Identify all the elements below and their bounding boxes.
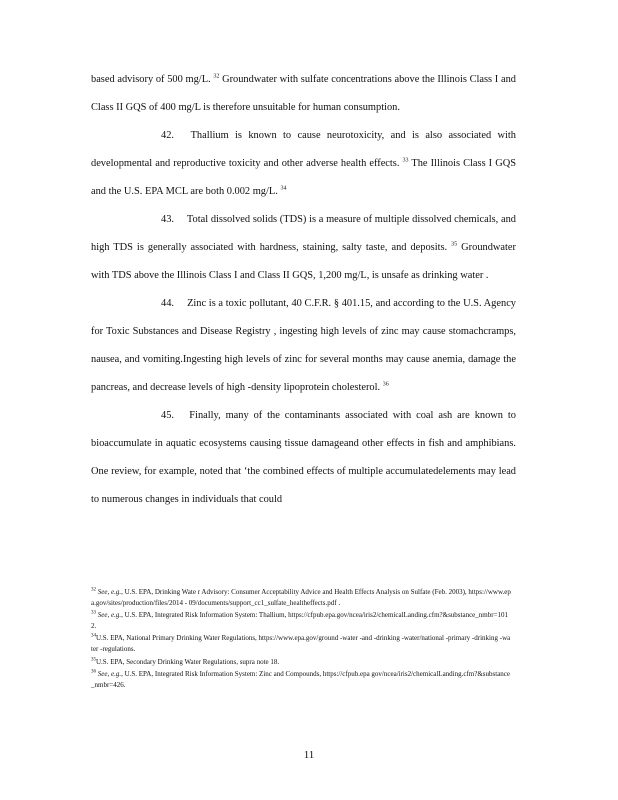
paragraph-44: 44. Zinc is a toxic pollutant, 40 C.F.R. § 401.15, and according to the U.S. Agency for Toxic Substances and Disease Registry , ingesting high levels of zinc may cause stomachcramps, nausea, and vomiting.Ingesting high levels of zinc for several months may cause anemia, damage the pancreas, and decrease levels of high -density lipoprotein cholesterol. $^{36}$ [91,298,516,393]
footnote-35: $^{35}$U.S. EPA, Secondary Drinking Water Regulations, supra note 18. [91,657,280,666]
footnote-33: $^{33}$ See, e.g., U.S. EPA, Integrated Risk Information System: Thallium, https://cfpub.epa.gov/ncea/iris2/chemicalLanding.cfm?&substance_nmbr=1012. [91,610,509,630]
paragraph-45: 45. Finally, many of the contaminants associated with coal ash are known to bioaccumulate in aquatic ecosystems causing tissue damageand other effects in fish and amphibians. One review, for example, noted that ‘the combined effects of multiple accumulatedelements may lead to numerous changes in individuals that could [91,410,516,505]
footnote-ref-33[interactable]: 33 [402,157,409,164]
footnote-ref-32[interactable]: 32 [213,73,220,80]
paragraph-41-continuation: based advisory of 500 mg/L. $^{32}$ Groundwater with sulfate concentrations above the Illinois Class I and Class II GQS of 400 mg/L is therefore unsuitable for human consumption. [91,73,516,113]
footnote-36: $^{36}$ See, e.g., U.S. EPA, Integrated Risk Information System: Zinc and Compounds, https://cfpub.epa gov/ncea/iris2/chemicalLanding.cfm?&substance_nmbr=426. [91,669,511,689]
footnotes [91,587,511,692]
footnote-ref-35[interactable]: 35 [451,241,458,248]
paragraph-43: 43. Total dissolved solids (TDS) is a measure of multiple dissolved chemicals, and high TDS is generally associated with hardness, staining, salty taste, and deposits. $^{35}$ Groundwater with TDS above the Illinois Class I and Class II GQS, 1,200 mg/L, is unsafe as drinking water . [91,214,516,281]
footnote-ref-34[interactable]: 34 [280,185,287,192]
page-number: 11 [303,749,315,761]
body-text [91,66,516,514]
footnote-ref-36[interactable]: 36 [382,381,389,388]
footnote-32: $^{32}$ See, e.g., U.S. EPA, Drinking Wate r Advisory: Consumer Acceptability Advice and Health Effects Analysis on Sulfate (Feb. 2003), https://www.epa.gov/sites/production/files/2014 - 09/documents/support_cc1_sulfate_healtheffects.pdf . [91,587,511,607]
paragraph-42: 42. Thallium is known to cause neurotoxicity, and is also associated with developmental and reproductive toxicity and other adverse health effects. $^{33}$ The Illinois Class I GQS and the U.S. EPA MCL are both 0.002 mg/L. $^{34}$ [91,130,516,197]
footnote-34: $^{34}$U.S. EPA, National Primary Drinking Water Regulations, https://www.epa.gov/ground -water -and -drinking -water/national -primary -drinking -water -regulations. [91,634,511,653]
